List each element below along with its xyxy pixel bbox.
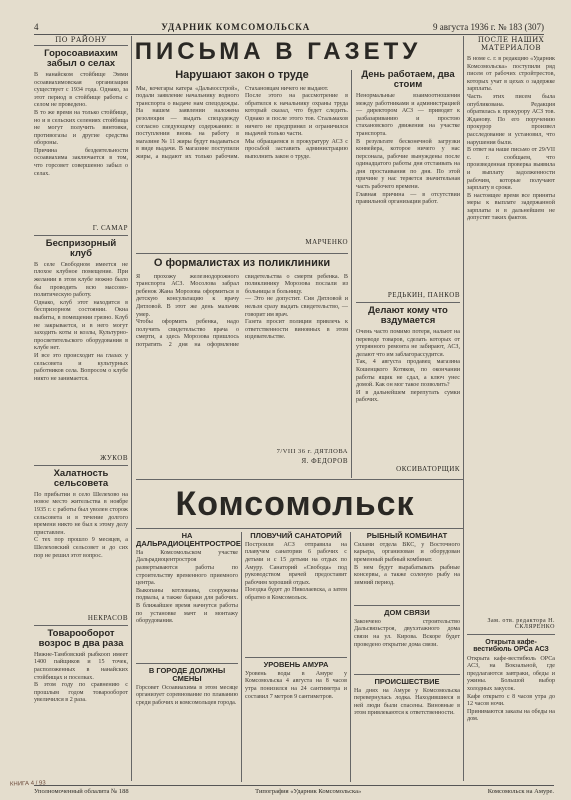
news-text: Уровень воды в Амуре у Комсомольска 4 августа на 8 часов утра понизился на 24 сантиметра и составил 7 метров 9 сантиметров. xyxy=(245,670,349,700)
article-date-sign: 7/VIII 36 г. ДЯТЛОВА xyxy=(276,447,348,455)
article-text: В селе Свободном имеется не плохое клубное помещение. При желании в этом клубе можно было бы проводить всю массово-политическую работу. Однако, клуб этот находится в беспризорном состоянии. Окна выбиты, в помещении грязно. Клуб не закрывается, и в него могут заходить коты и козлы, Культурно-просветительского оборудования в клубе нет. И все это происходит на глазах у сельсовета и культурных работников села. Вопросом о клубе никто не занимается. xyxy=(34,261,128,382)
article-title: Беспризорный клуб xyxy=(45,237,117,259)
article-author: ОКСИВАТОРЩИК xyxy=(396,464,460,473)
article-labor-law xyxy=(136,70,348,250)
article-author: РЕДЬКИН, ПАНКОВ xyxy=(387,290,460,299)
news-title: ПРОИСШЕСТВИЕ xyxy=(374,676,440,686)
news-title: РЫБНЫЙ КОМБИНАТ xyxy=(366,531,448,540)
article xyxy=(34,239,128,462)
news-text: На Комсомольском участке Дальрадиоцентростроя развертываются работы по строительству временного приемного центра. Выкопаны котлованы, сооружены подвалы, а также бараки для рабочих. В ближайшее время начнутся работы по установке мачт и монтажу оборудования. xyxy=(136,549,238,625)
masthead: УДАРНИК КОМСОМОЛЬСКА xyxy=(161,22,311,32)
editor-signature: Зам. отв. редактора Н. СКЛЯРЕНКО xyxy=(487,618,555,630)
article-title: Нарушают закон о труде xyxy=(175,69,309,81)
article-title: Товарооборот возрос в два раза xyxy=(38,627,124,649)
article-author: НЕКРАСОВ xyxy=(87,613,128,622)
news-text: Горсовет Осоавиахима в этом месяце организует соревнование по плаванию среди рабочих и комсомольцев города. xyxy=(136,684,240,706)
article-author: МАРЧЕНКО xyxy=(305,237,348,246)
article-title: Делают кому что вздумается xyxy=(368,305,448,326)
article-title: О формалистах из поликлиники xyxy=(153,257,331,269)
left-column xyxy=(34,36,128,781)
article-text: Ненормальные взаимоотношения между работниками и администрацией — директором АСЗ — приводят к разбазариванию и простою стахановского движения на участке транспорта. В результате бесконечной загрузки конвейера, которое ничего у нас персонала, рабочие вынуждены после одинадцатого работы дня отстаивать на дня простаивания по дня. По этой причине у нас теряется значительная часть рабочего времени. Главная причина — в отсутствии правильной организации работ. xyxy=(356,92,460,206)
article-workdays xyxy=(356,70,460,300)
news-title: УРОВЕНЬ АМУРА xyxy=(263,659,329,669)
footer-printer: Типография «Ударник Комсомольска» xyxy=(255,788,362,795)
article-title: День работаем, два стоим xyxy=(361,69,455,90)
article-text: Очень часто помимо потеря, нальют на переводе товаров, сделать которых от утерянного ремонта не забирают, АСЗ, делают что им заблагорассудится. Так, 4 августа продавец магазина Кошенцкого Котяков, по окончании работы ящик не сдал, а ключ унес домой. Как он мог такое позволить? И в дальнейшем перепутать сумки рабочих. xyxy=(356,328,460,404)
notice-text: Открыта кафе-вестибюль ОРСа АСЗ, на Вокзальной, где предлагаются завтраки, обеды и ужины. Большой выбор холодных закусок. Кафе открыто с 8 часов утра до 12 часов ночи. Принимаются заказы на обеды на дом. xyxy=(467,655,555,723)
far-right-column xyxy=(467,36,555,781)
article-text: Нижне-Тамбовский рыбкооп имеет 1400 пайщиков и 15 точек, расположенных в нанайских стойбищах и поселках. В этом году по сравнению с прошлым годом товарооборот увеличился в 2 раза. xyxy=(34,651,128,704)
page-footer xyxy=(34,785,554,795)
article-author: Г. САМАР xyxy=(92,223,128,232)
article-author: ЖУКОВ xyxy=(100,453,128,462)
news-text: На днях на Амуре у Комсомольска перевернулась лодка. Находившиеся в ней люди были спасены. Виновные в этом привлекаются к ответственности. xyxy=(354,687,462,717)
news-title: ПЛОВУЧИЙ САНАТОРИЙ xyxy=(250,531,342,540)
article-polyclinic xyxy=(136,258,348,476)
article-author: Я. ФЕДОРОВ xyxy=(301,456,348,465)
section-label: ПО РАЙОНУ xyxy=(55,36,107,44)
section-title: Комсомольск xyxy=(175,485,415,523)
article-text: Мы, кочегары катера «Дальвосстрой», подали заявление начальнику водного транспорта о выдаче нам спецодежды. На нашем заявлении наложена резолюция — выдать спецодежду согласно следующему содержанию: в поступлении вновь на работу в магазине № 11 жиры будут выдаваться в виде выдачи. В магазине поступили жиры, а выдают их только рабочим. Стахановцам ничего не выдают. После этого на рассмотрение в обратился к начальнику охраны труда который сказал, что будет следить. Однако и после этого тов. Стальмахов ничего не предпринял и ограничился выдачей только части. Мы обращаемся в прокуратуру АСЗ с просьбой заставить администрацию выполнить закон о труде. xyxy=(136,85,348,160)
article-text: В нанайском стойбище Эмми осоавиахимовская организация существует с 1934 года. Однако, за этот период в стойбище работы с селом не проведено. В то же время на только стойбище, но и в сельских селениях стойбища не могут получить винтовки, противогазы и другие средства обороны. Причина бездеятельности осоавиахима заключается в том, что горсовет совершенно забыл о селах. xyxy=(34,71,128,177)
page-number: 4 xyxy=(34,22,39,32)
article-whatever xyxy=(356,306,460,476)
news-text: Силами отдела ВКС, у Восточного карьера, организован и оборудован временный рыбный комбинат. В нем будут вырабатывать рыбные консервы, а также соленую рыбу на зимний период. xyxy=(354,541,460,586)
news-title: ДОМ СВЯЗИ xyxy=(384,607,430,617)
article-text: По прибытии в село Шелехово на новое место жительства в ноябре 1935 г. с работы был уволен сторож сельсовета и в течение долгого времени никто не был к этому делу приставлен. С тех пор прошло 9 месяцев, а Шелеховский сельсовет и до сих пор не решил этот вопрос. xyxy=(34,491,128,559)
news-text: Построили АСЗ отправила на плавучем санатории 6 рабочих с детьми и с 15 детьми на отдых по Амуру. Санаторий «Свобода» под руководством врачей предоставит рабочим хороший отдых. Поездка будет до Николаевска, а затем обратно в Комсомольск. xyxy=(245,541,347,602)
news-text: Закончено строительство Дальсвязьстроя, двухэтажного дома связи на ул. Кирова. Вскоре будет проведено открытие дома связи. xyxy=(354,618,462,648)
article xyxy=(34,49,128,232)
article-text: Я прохожу железнодорожного транспорта АСЗ. Мосолова забрал ребенок Жана Морозова оформиться в детскую консультацию к врачу Дятловой. В этот же день мальчик умер. Чтобы оформить ребенка, надо получить свидетельство врача о смерти, а здесь Морозова пришлось потратить 2 дня на оформление свидетельства о смерти ребенка. В поликлинику Морозова послали из больницы в больницу. — Это не допустит. Сия Дятловой и нельзя сразу выдать свидетельство, — говорит им врач. Газета просит полиции привлечь к ответственности виновных в этом издевательстве. xyxy=(136,273,348,348)
section-label: ПОСЛЕ НАШИХ МАТЕРИАЛОВ xyxy=(477,36,545,52)
footer-city: Комсомольск на Амуре. xyxy=(487,788,554,795)
archive-stamp: КНИГА 4 / 93 xyxy=(9,780,46,788)
article xyxy=(34,469,128,622)
section-banner: ПИСЬМА В ГАЗЕТУ xyxy=(134,38,422,65)
article-title: Горосоавиахим забыл о селах xyxy=(44,48,118,69)
article-text: В номе с. г. в редакцию «Ударник Комсомольска» поступили ряд писем от рабочих стройтрестов, которых учат в цехах о задержке зарплаты. Часть этих писем была опубликована. Редакция обратилась к прокурору АСЗ тов. Жданову. По его поручению прокурор произвел расследование и установил, что нарушения были. В ответ на наше письмо от 29/VII с. г. сообщаем, что произведенная проверка выявила и выплату задолженности рабочим, которые получают зарплату в сроки. В настоящее время все приняты меры к выплате задержанной зарплаты и в дальнейшем не допустят таких фактов. xyxy=(467,56,555,222)
notice-title: Открыта кафе-вестибюль ОРСа АСЗ xyxy=(473,639,549,654)
footer-censor: Уполномоченный облалита № 188 xyxy=(34,788,129,795)
news-column-2 xyxy=(245,532,347,782)
article xyxy=(34,629,128,762)
news-title: В ГОРОДЕ ДОЛЖНЫ СМЕНЫ xyxy=(148,665,226,683)
news-column-3 xyxy=(354,532,460,782)
running-header xyxy=(34,22,544,35)
article-title: Халатность сельсовета xyxy=(53,467,109,489)
issue-date: 9 августа 1936 г. № 183 (307) xyxy=(433,22,544,32)
news-title: НА ДАЛЬРАДИОЦЕНТРОСТРОЕ xyxy=(136,531,241,548)
news-column-1 xyxy=(136,531,241,782)
